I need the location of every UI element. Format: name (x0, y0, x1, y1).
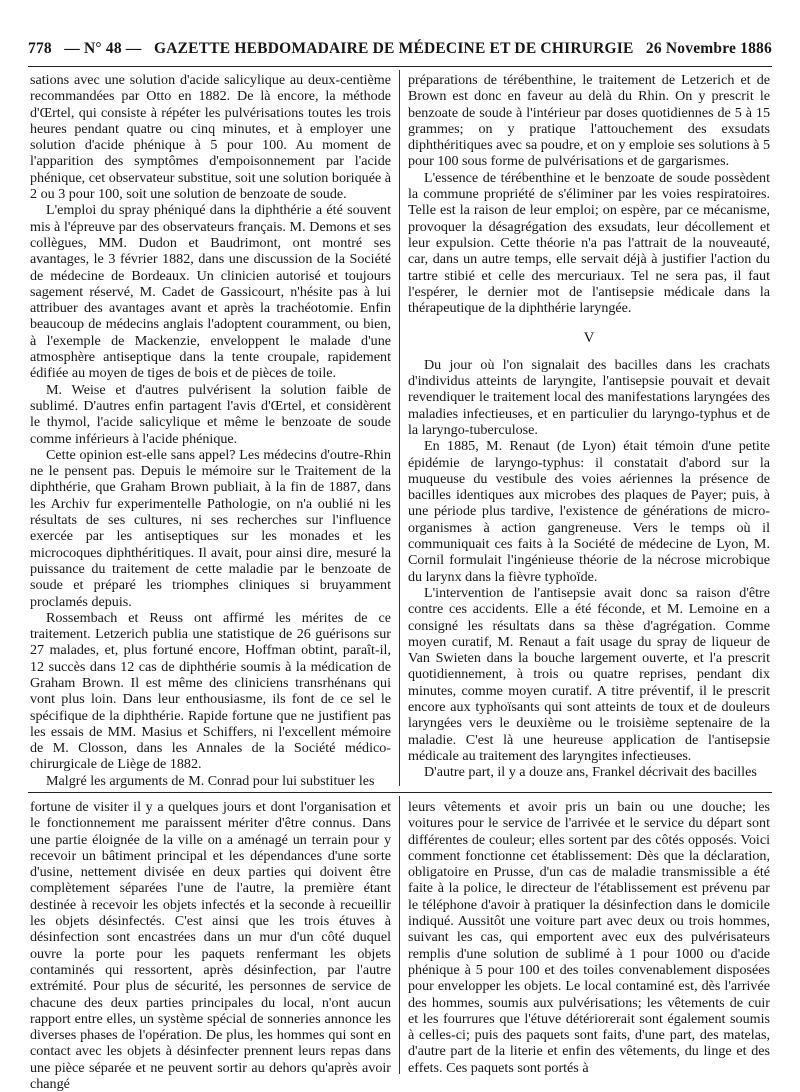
upper-right-column (408, 72, 770, 784)
upper-left-column (30, 72, 391, 789)
paragraph: sations avec une solution d'acide salicylique au deux-centième recommandées par Otto en 1882. De là encore, la méthode d'Œrtel, qui consiste à répéter les pulvérisations toutes les trois heures pendant quatre ou cinq minutes, et à employer une solution d'acide phénique à 5 pour 100. Au moment de l'apparition des symptômes d'empoisonnement par l'acide phénique, cet observateur substitue, soit une solution boriquée à 2 ou 3 pour 100, soit une solution de benzoate de soude. (30, 72, 391, 203)
section-separator-rule (28, 792, 772, 793)
paragraph: fortune de visiter il y a quelques jours et dont l'organisation et le fonctionnement me paraissent mériter d'être connus. Dans une partie éloignée de la ville on a aménagé un terrain pour y recevoir un bâtiment principal et les dépendances d'une sorte d'usine, nettement divisée en deux parties qui doivent être complètement séparées l'une de l'autre, la première étant destinée à recevoir les objets infectés et la seconde à recueillir les objets désinfectés. C'est ainsi que les trois étuves à désinfection sont encastrées dans un mur d'un côté duquel ouvre la porte pour les paquets renfermant les objets contaminés qui ressortent, après désinfection, par l'autre extrémité. Pour plus de sécurité, les personnes de service de chacune des deux parties principales du local, n'ont aucun rapport entre elles, un système spécial de sonneries annonce les diverses phases de l'opération. De plus, les hommes qui sont en contact avec les objets à désinfecter prennent leurs repas dans une pièce séparée et ne peuvent sortir au dehors qu'après avoir changé (30, 799, 391, 1092)
lower-column-divider (399, 796, 400, 1074)
paragraph: Du jour où l'on signalait des bacilles dans les crachats d'individus atteints de laryngite, l'antisepsie pouvait et devait revendiquer le traitement local des manifestations laryngées des maladies infectieuses, et en particulier du laryngo-typhus et de la laryngo-tuberculose. (408, 356, 770, 438)
lower-left-column (30, 799, 391, 1092)
paragraph: L'intervention de l'antisepsie avait donc sa raison d'être contre ces accidents. Elle a été féconde, et M. Lemoine en a consigné les résultats dans sa thèse d'agrégation. Comme moyen curatif, M. Renaut a fait usage du spray de liqueur de Van Swieten dans la bouche largement ouverte, et l'a prescrit quotidiennement, à trois ou quatre reprises, pendant dix minutes, comme moyen curatif. A titre préventif, il le prescrit encore aux typhoïsants qui sont atteints de toux et de douleurs laryngées vers le deuxième ou le troisième septenaire de la maladie. C'est là une heureuse application de l'antisepsie médicale au traitement des laryngites infectieuses. (408, 584, 770, 764)
paragraph: Rossembach et Reuss ont affirmé les mérites de ce traitement. Letzerich publia une statistique de 26 guérisons sur 27 malades, et, plus fortuné encore, Hoffman obtint, paraît-il, 12 succès dans 12 cas de diphthérie soumis à la médication de Graham Brown. Il est même des cliniciens transrhénans qui vont plus loin. Dans leur enthousiasme, ils font de ce sel le spécifique de la diphthérie. Rapide fortune que ne justifient pas les essais de MM. Masius et Schiffers, ni l'excellent mémoire de M. Closson, dans les Annales de la Société médico-chirurgicale de Liège de 1882. (30, 609, 391, 773)
issue-number: — N° 48 — (64, 40, 142, 57)
issue-date: 26 Novembre 1886 (645, 40, 772, 57)
running-header (28, 40, 772, 62)
paragraph: L'emploi du spray phéniqué dans la diphthérie a été souvent mis à l'épreuve par des observateurs français. M. Demons et ses collègues, MM. Dudon et Baudrimont, ont montré ses avantages, le 3 février 1882, dans une discussion de la Société de médecine de Bordeaux. Un clinicien autorisé et toujours sagement réservé, M. Cadet de Gassicourt, n'hésite pas à lui attribuer des avantages avant et après la trachéotomie. Enfin beaucoup de médecins anglais l'adoptent couramment, ou bien, à l'exemple de Mackenzie, enveloppent le malade d'une atmosphère antiseptique dans la tente croupale, rapidement édifiée au moyen de tiges de bois et de pièces de toile. (30, 202, 391, 382)
lower-right-column (408, 799, 770, 1076)
paragraph: Cette opinion est-elle sans appel? Les médecins d'outre-Rhin ne le pensent pas. Depuis le mémoire sur le Traitement de la diphthérie, que Graham Brown publiait, à la fin de 1887, dans les Archiv fur experimentelle Pathologie, on n'a oublié ni les résultats de ses cultures, ni ses recherches sur l'influence exercée par les antiseptiques sur les monades et les microcoques diphthéritiques. Il avait, pour ainsi dire, mesuré la puissance du traitement de cette maladie par le benzoate de soude et préparé les triomphes cliniques si bruyamment proclamés depuis. (30, 446, 391, 610)
paragraph: M. Weise et d'autres pulvérisent la solution faible de sublimé. D'autres enfin partagent l'avis d'Œrtel, et considèrent le thymol, l'acide salicylique et même le benzoate de soude comme inférieurs à l'acide phénique. (30, 381, 391, 447)
page-number: 778 (28, 40, 52, 57)
paragraph: préparations de térébenthine, le traitement de Letzerich et de Brown est donc en faveur au delà du Rhin. On y prescrit le benzoate de soude à l'intérieur par doses quotidiennes de 5 à 15 grammes; on y pratique l'attouchement des exsudats diphthéritiques avec sa poudre, et on y emploie ses solutions à 5 pour 100 sous forme de pulvérisations et de gargarismes. (408, 72, 770, 170)
paragraph: leurs vêtements et avoir pris un bain ou une douche; les voitures pour le service de l'arrivée et le service du départ sont différentes de couleur; elles sortent par des côtés opposés. Voici comment fonctionne cet établissement: Dès que la déclaration, obligatoire en Prusse, d'un cas de maladie transmissible a été faite à la police, le directeur de l'établissement est prévenu par le téléphone d'avoir à pratiquer la désinfection dans le domicile indiqué. Aussitôt une voiture part avec deux ou trois hommes, suivant les cas, qui emportent avec eux des pulvérisateurs remplis d'une solution de sublimé à 1 pour 1000 ou d'acide phénique à 5 pour 100 et des toiles convenablement disposées pour envelopper les objets. Le local contaminé est, dès l'arrivée des hommes, soumis aux pulvérisations; les vêtements de cuir et les fourrures que l'étuve détériorerait sont également soumis à celles-ci; puis des paquets sont faits, d'une part, des matelas, d'autre part de la literie et enfin des vêtements, du linge et des effets. Ces paquets sont portés à (408, 799, 770, 1076)
paragraph: D'autre part, il y a douze ans, Frankel décrivait des bacilles (424, 764, 757, 781)
header-rule (28, 66, 772, 67)
upper-column-divider (399, 70, 400, 786)
paragraph: Malgré les arguments de M. Conrad pour lui substituer les (46, 772, 375, 789)
paragraph: L'essence de térébenthine et le benzoate de soude possèdent la commune propriété de s'éliminer par les voies respiratoires. Telle est la raison de leur emploi; on espère, par ce mécanisme, provoquer la désagrégation des exsudats, leur décollement et leur expulsion. Cette théorie n'a pas l'attrait de la nouveauté, car, dans un autre temps, elle servait déjà à justifier l'action du tartre stibié et celle des mercuriaux. Tel ne sera pas, il faut l'espérer, le dernier mot de l'antisepsie médicale dans la thérapeutique de la diphthérie laryngée. (408, 169, 770, 317)
paragraph: En 1885, M. Renaut (de Lyon) était témoin d'une petite épidémie de laryngo-typhus: il constatait d'abord sur la muqueuse du vestibule des voies aériennes la présence de bacilles identiques aux microbes des plaques de Payer; puis, à une période plus tardive, l'existence de générations de micro-organismes à action gangreneuse. Vers le temps où il communiquait ces faits à la Société de médecine de Lyon, M. Cornil formulait l'ingénieuse théorie de la nécrose microbique du larynx dans la fièvre typhoïde. (408, 438, 770, 585)
journal-title: GAZETTE HEBDOMADAIRE DE MÉDECINE ET DE CHIRURGIE (153, 40, 634, 57)
section-heading: V (583, 330, 595, 347)
